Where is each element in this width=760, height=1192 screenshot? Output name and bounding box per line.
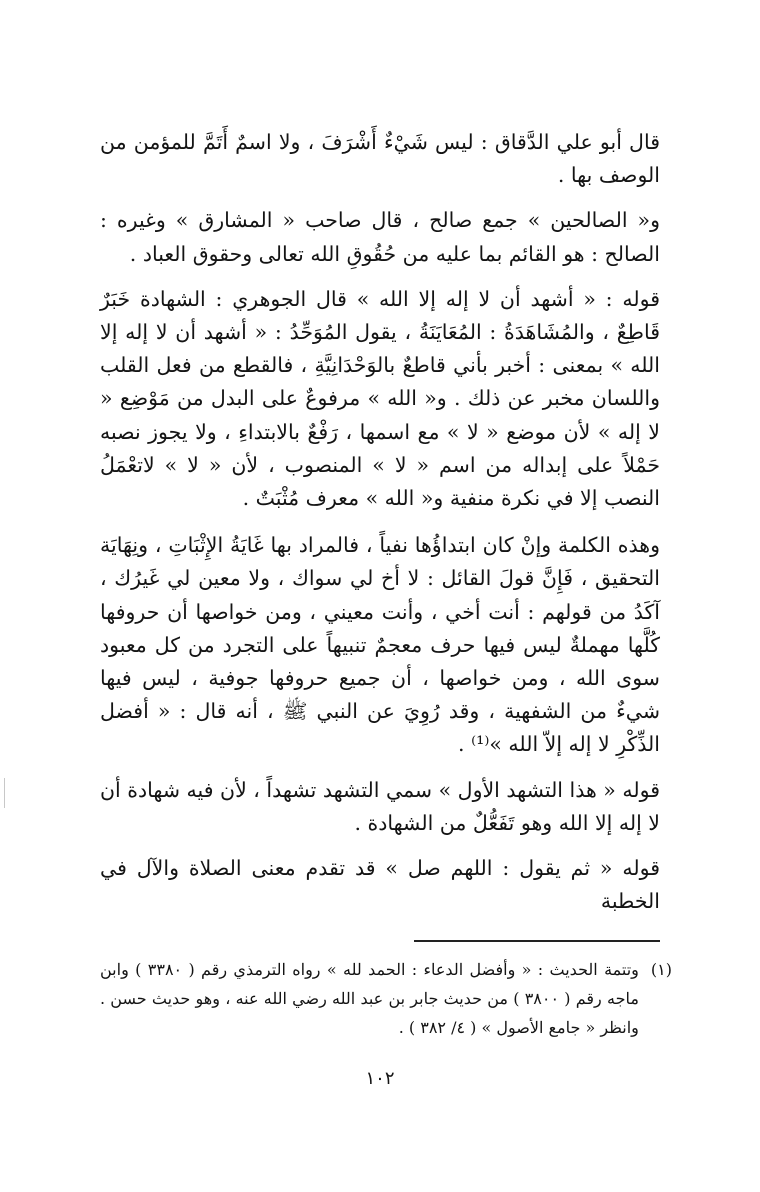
footnote-number: (١) [650,960,672,979]
paragraph-daqqaq-quote: قال أبو علي الدَّقاق : ليس شَيْءٌ أَشْرَفَ ، ولا اسمٌ أَتَمَّ للمؤمن من الوصف بها . [100,130,660,188]
footnote-item [100,955,672,1042]
page-number: ١٠٢ [365,1068,395,1089]
footnotes [100,955,672,1042]
footnote-text: وتتمة الحديث : « وأفضل الدعاء : الحمد لله » رواه الترمذي رقم ( ٣٣٨٠ ) وابن ماجه رقم ( ٣٨٠٠ ) من حديث جابر بن عبد الله رضي الله عنه ، وهو حديث حسن . وانظر « جامع الأصول » ( ٤/ ٣٨٢ ) . [100,960,639,1037]
paragraph-shahada: قوله : « أشهد أن لا إله إلا الله » قال الجوهري : الشهادة خَبَرٌ قَاطِعٌ ، والمُشَاهَدَةُ : المُعَايَنَةُ ، يقول المُوَحِّدُ : « أشهد أن لا إله إلا الله » بمعنى : أخبر بأني قاطعٌ بالوَحْدَانِيَّةِ ، فالقطع من فعل القلب واللسان مخبر عن ذلك . و« الله » مرفوعٌ على البدل من مَوْضِع « لا إله » لأن موضع « لا » مع اسمها ، رَفْعٌ بالابتداءِ ، ولا يجوز نصبه حَمْلاً على إبداله من اسم « لا » المنصوب ، لأن « لا » لاتعْمَلُ النصب إلا في نكرة منفية و« الله » معرف مُثْبَتٌ . [100,286,660,511]
scan-edge-mark [4,778,5,808]
paragraph-first-tashahhud: قوله « هذا التشهد الأول » سمي التشهد تشهداً ، لأن فيه شهادة أن لا إله إلا الله وهو تَفَعُّلٌ من الشهادة . [100,777,660,835]
paragraph-salihin: و« الصالحين » جمع صالح ، قال صاحب « المشارق » وغيره : الصالح : هو القائم بما عليه من حُقُوقِ الله تعالى وحقوق العباد . [100,208,660,266]
paragraph-allahumma-salli: قوله « ثم يقول : اللهم صل » قد تقدم معنى الصلاة والآل في الخطبة [100,856,660,914]
footnote-divider [414,940,660,942]
main-text [100,126,660,918]
paragraph-kalima: وهذه الكلمة وإنْ كان ابتداؤُها نفياً ، فالمراد بها غَايَةُ الإِثْبَاتِ ، ونِهَايَة التحقيق ، فَإِنَّ قولَ القائل : لا أخ لي سواك ، ولا معين لي غَيرُك ، آكَدُ من قولهم : أنت أخي ، وأنت معيني ، ومن خواصها أن حروفها كُلَّها مهملةٌ ليس فيها حرف معجمٌ تنبيهاً على التجرد من كل معبود سوى الله ، ومن خواصها ، أن جميع حروفها جوفية ، ليس فيها شيءٌ من الشفهية ، وقد رُوِيَ عن النبي ﷺ ، أنه قال : « أفضل الذِّكْرِ لا إله إلاّ الله »⁽¹⁾ . [100,533,660,757]
